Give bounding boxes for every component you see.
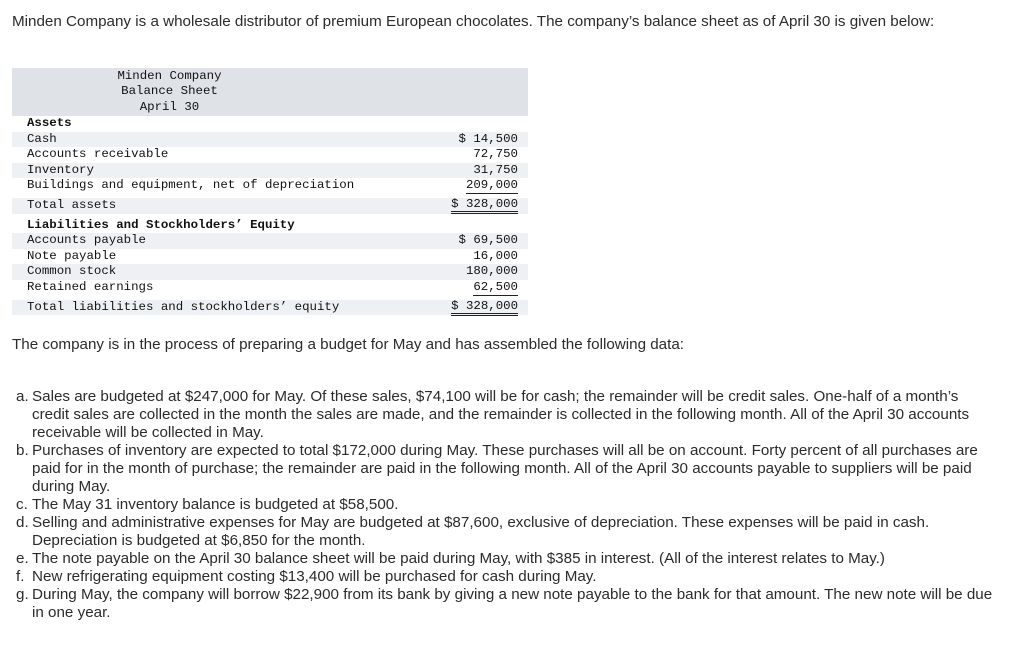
balance-sheet-table [12,68,528,315]
liabilities-heading-row [12,218,528,234]
total-liabilities-amount: $ 328,000 [451,300,518,316]
row-label: Retained earnings [27,279,154,294]
item-text: Sales are budgeted at $247,000 for May. Of these sales, $74,100 will be for cash; the remainder will be credit sales. One-half of a month’s credit sales are collected in the month the sales are made, and the remainder is collected in the following month. All of the April 30 accounts receivable will be collected in May. [32,388,970,441]
item-marker: e. [16,550,29,567]
budget-intro-paragraph: The company is in the process of preparing a budget for May and has assembled the following data: [12,336,685,353]
table-row [12,264,528,280]
liabilities-heading: Liabilities and Stockholders’ Equity [27,217,295,232]
list-item [12,388,997,442]
list-item [12,568,997,586]
item-marker: a. [16,388,29,405]
item-marker: g. [16,586,29,603]
total-liabilities-row [12,300,528,316]
intro-paragraph: Minden Company is a wholesale distributor of premium European chocolates. The company’s balance sheet as of April 30 is given below: [12,13,935,30]
company-name: Minden Company [117,69,222,83]
row-label: Buildings and equipment, net of depreciation [27,178,355,193]
table-row [12,132,528,148]
row-amount: 180,000 [465,264,518,279]
table-row [12,163,528,179]
row-amount: $ 69,500 [458,233,518,248]
list-item [12,496,997,514]
row-amount: 62,500 [473,279,518,294]
row-amount: 31,750 [473,162,518,177]
item-marker: d. [16,514,29,531]
item-text: The note payable on the April 30 balance sheet will be paid during May, with $385 in interest. (All of the interest relates to May.) [32,550,885,567]
total-assets-amount: $ 328,000 [451,198,518,214]
total-assets-label: Total assets [27,197,117,212]
row-label: Accounts payable [27,233,146,248]
list-item [12,586,997,622]
row-label: Common stock [27,264,117,279]
list-item [12,514,997,550]
item-text: The May 31 inventory balance is budgeted at $58,500. [32,496,399,513]
balance-sheet-header [12,68,528,116]
row-amount: 16,000 [473,248,518,263]
item-marker: f. [16,568,25,585]
total-assets-row [12,198,528,214]
statement-title: Balance Sheet [121,84,218,99]
row-amount: 72,750 [473,147,518,162]
item-text: Selling and administrative expenses for May are budgeted at $87,600, exclusive of depreciation. These expenses will be paid in cash. Depreciation is budgeted at $6,850 for the month. [32,514,930,549]
table-row [12,233,528,249]
item-marker: c. [16,496,28,513]
row-label: Accounts receivable [27,147,169,162]
item-text: Purchases of inventory are expected to total $172,000 during May. These purchases will all be on account. Forty percent of all purchases are paid for in the month of purchase; the remainder are paid in the following month. All of the April 30 accounts payable to suppliers will be paid during May. [32,442,978,495]
table-row [12,280,528,296]
budget-data-list [12,388,997,622]
table-row [12,178,528,194]
row-amount: $ 14,500 [458,131,518,146]
total-liabilities-label: Total liabilities and stockholders’ equity [27,299,340,314]
table-row [12,249,528,265]
row-amount: 209,000 [465,178,518,193]
list-item [12,550,997,568]
list-item [12,442,997,496]
item-text: New refrigerating equipment costing $13,400 will be purchased for cash during May. [32,568,597,585]
row-label: Note payable [27,248,117,263]
assets-heading-row [12,116,528,132]
table-row [12,147,528,163]
assets-heading: Assets [27,116,72,130]
statement-date: April 30 [139,99,200,114]
item-text: During May, the company will borrow $22,900 from its bank by giving a new note payable to the bank for that amount. The new note will be due in one year. [32,586,993,621]
row-label: Inventory [27,162,94,177]
row-label: Cash [27,131,57,146]
item-marker: b. [16,442,29,459]
